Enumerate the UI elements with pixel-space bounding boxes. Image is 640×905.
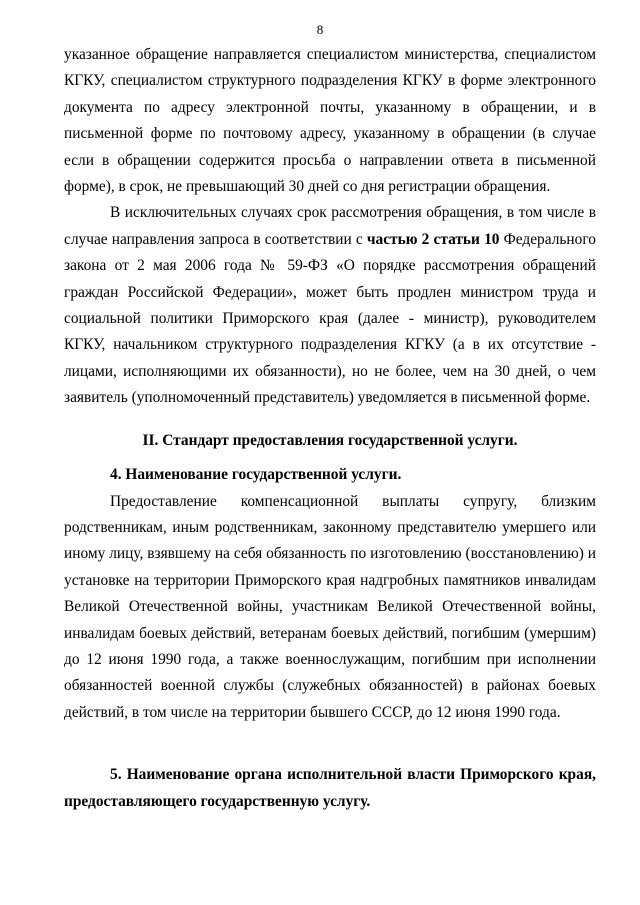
paragraph-service-name: Предоставление компенсационной выплаты супругу, близким родственникам, иным родственникам, законному представителю умершего или иному лицу, взявшему на себя обязанность по изготовлению (восстановлению) и установке на территории Приморского края надгробных памятников инвалидам Великой Отечественной войны, участникам Великой Отечественной войны, инвалидам боевых действий, ветеранам боевых действий, погибшим (умершим) до 12 июня 1990 года, а также военнослужащим, погибшим при исполнении обязанностей военной службы (служебных обязанностей) в районах боевых действий, в том числе на территории бывшего СССР, до 12 июня 1990 года.: [64, 492, 596, 721]
document-body: [64, 42, 596, 815]
page-number: 8: [316, 22, 324, 37]
paragraph-extension: [64, 200, 596, 411]
paragraph-extension-text-b: Федерального закона от 2 мая 2006 года № 59-ФЗ «О порядке рассмотрения обращений граждан Российской Федерации», может быть продлен министром труда и социальной политики Приморского края (далее - министр), руководителем КГКУ, начальником структурного подразделения КГКУ (а в их отсутствие - лицами, исполняющими их обязанности), но не более, чем на 30 дней, о чем заявитель (уполномоченный представитель) уведомляется в письменной форме.: [64, 230, 596, 407]
item-5-heading: 5. Наименование органа исполнительной власти Приморского края, предоставляющего государственную услугу.: [64, 766, 596, 810]
paragraph-extension-text-a: В исключительных случаях срок рассмотрения обращения, в том числе в случае направления запроса в соответствии с: [64, 204, 596, 248]
section-heading: II. Стандарт предоставления государственной услуги.: [142, 431, 518, 449]
law-reference: частью 2 статьи 10: [366, 230, 500, 248]
paragraph-response-delivery: указанное обращение направляется специалистом министерства, специалистом КГКУ, специалистом структурного подразделения КГКУ в форме электронного документа по адресу электронной почты, указанному в обращении, и в письменной форме по почтовому адресу, указанному в обращении (в случае если в обращении содержится просьба о направлении ответа в письменной форме), в срок, не превышающий 30 дней со дня регистрации обращения.: [64, 46, 596, 196]
item-4-heading: 4. Наименование государственной услуги.: [110, 466, 402, 484]
